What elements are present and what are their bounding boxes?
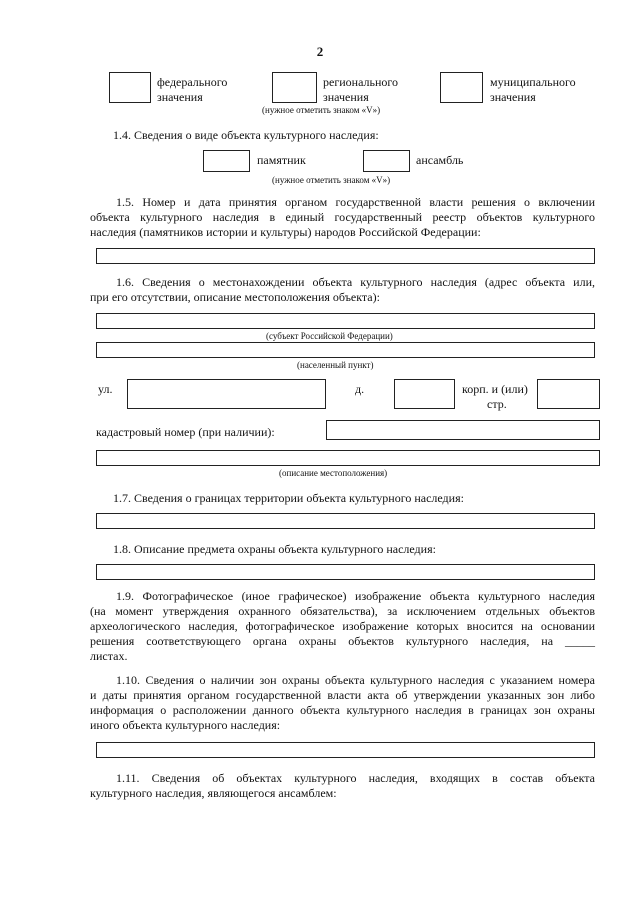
house-label: д. xyxy=(355,382,365,396)
section-1-10-line-3: информация о расположении данного объекта культурного наследия в границах зон охраны xyxy=(90,703,595,717)
section-1-9-line-1: 1.9. Фотографическое (иное графическое) изображение объекта культурного наследия xyxy=(116,589,595,603)
section-1-9-line-4: решения соответствующего органа охраны объектов культурного наследия, на _____ xyxy=(90,634,595,648)
regional-label-2: значения xyxy=(323,90,369,104)
subject-caption: (субъект Российской Федерации) xyxy=(266,331,393,341)
federal-label-2: значения xyxy=(157,90,203,104)
building-label-2: стр. xyxy=(487,397,507,411)
section-1-5-line-1: 1.5. Номер и дата принятия органом государственной власти решения о включении xyxy=(116,195,595,209)
ensemble-label: ансамбль xyxy=(416,153,464,167)
cadastral-label: кадастровый номер (при наличии): xyxy=(96,425,275,439)
street-field[interactable] xyxy=(127,379,326,409)
location-caption: (описание местоположения) xyxy=(279,468,388,478)
municipal-label-1: муниципального xyxy=(490,75,576,89)
protection-subject-field[interactable] xyxy=(96,564,595,580)
registry-decision-field[interactable] xyxy=(96,248,595,264)
section-1-8-title: 1.8. Описание предмета охраны объекта культурного наследия: xyxy=(113,542,436,556)
section-1-5-line-3: наследия (памятников истории и культуры) народов Российской Федерации: xyxy=(90,225,481,239)
section-1-10-line-4: иного объекта культурного наследия: xyxy=(90,718,281,732)
section-1-11-line-1: 1.11. Сведения об объектах культурного наследия, входящих в состав объекта xyxy=(116,771,595,785)
location-description-field[interactable] xyxy=(96,450,600,466)
federal-label-1: федерального xyxy=(157,75,228,89)
section-1-9-line-3: археологического наследия, фотографическое изображение которых вносится на основании xyxy=(90,619,595,633)
section-1-11-line-2: культурного наследия, являющегося ансамблем: xyxy=(90,786,337,800)
building-field[interactable] xyxy=(537,379,600,409)
section-1-7-title: 1.7. Сведения о границах территории объекта культурного наследия: xyxy=(113,491,464,505)
section-1-6-line-2: при его отсутствии, описание местоположения объекта): xyxy=(90,290,380,304)
cadastral-field[interactable] xyxy=(326,420,600,440)
ensemble-checkbox[interactable] xyxy=(363,150,410,172)
page-number: 2 xyxy=(316,44,324,59)
settlement-caption: (населенный пункт) xyxy=(297,360,374,370)
section-1-9-line-2: (на момент утверждения охранного обязательства), за исключением отдельных объектов xyxy=(90,604,595,618)
section-1-9-line-5: листах. xyxy=(90,649,128,663)
boundaries-field[interactable] xyxy=(96,513,595,529)
settlement-field[interactable] xyxy=(96,342,595,358)
subject-field[interactable] xyxy=(96,313,595,329)
section-1-5-line-2: объекта культурного наследия в единый государственный реестр объектов культурного xyxy=(90,210,595,224)
monument-label: памятник xyxy=(257,153,306,167)
protection-zones-field[interactable] xyxy=(96,742,595,758)
significance-hint: (нужное отметить знаком «V») xyxy=(262,105,381,115)
type-hint: (нужное отметить знаком «V») xyxy=(272,175,391,185)
regional-checkbox[interactable] xyxy=(272,72,317,103)
federal-checkbox[interactable] xyxy=(109,72,151,103)
section-1-6-line-1: 1.6. Сведения о местонахождении объекта культурного наследия (адрес объекта или, xyxy=(116,275,595,289)
regional-label-1: регионального xyxy=(323,75,399,89)
section-1-10-line-2: и даты принятия органом государственной власти акта об утверждении указанных зон либо xyxy=(90,688,595,702)
section-1-4-title: 1.4. Сведения о виде объекта культурного наследия: xyxy=(113,128,379,142)
monument-checkbox[interactable] xyxy=(203,150,250,172)
house-field[interactable] xyxy=(394,379,455,409)
municipal-label-2: значения xyxy=(490,90,536,104)
street-label: ул. xyxy=(98,382,113,396)
building-label-1: корп. и (или) xyxy=(462,382,528,396)
section-1-10-line-1: 1.10. Сведения о наличии зон охраны объекта культурного наследия с указанием номера xyxy=(116,673,595,687)
municipal-checkbox[interactable] xyxy=(440,72,483,103)
